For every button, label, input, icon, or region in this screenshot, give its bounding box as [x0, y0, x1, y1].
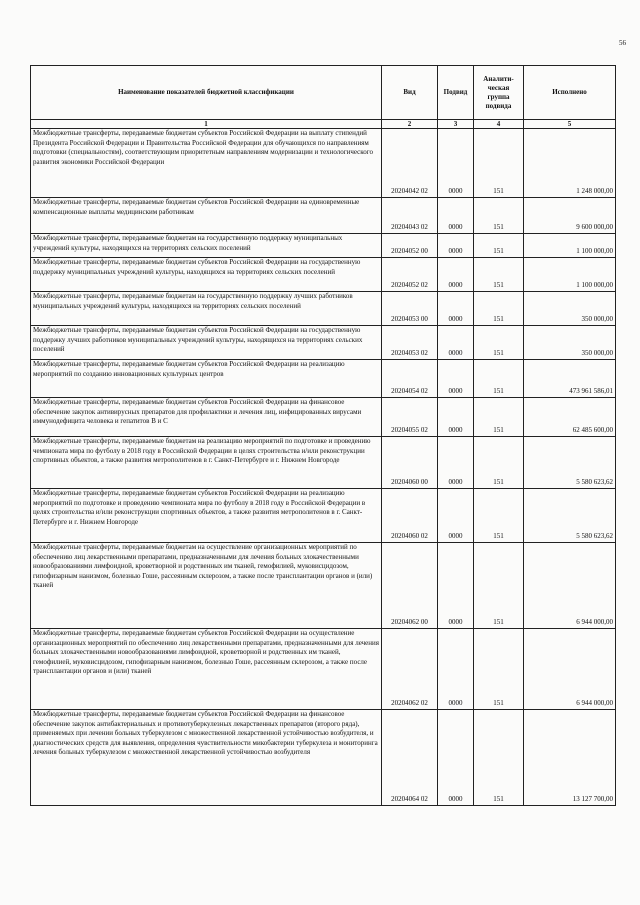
row-type-code-cell: 20204054 02 [382, 360, 438, 398]
row-amount-cell: 350 000,00 [524, 326, 616, 360]
table-row [31, 258, 616, 292]
row-name-cell: Межбюджетные трансферты, передаваемые бюджетам субъектов Российской Федерации на реализацию мероприятий по подготовке и проведению чемпионата мира по футболу в 2018 году в Российской Федерации в целях строительства и/или реконструкции спортивных объектов, а также развития метрополитенов в г. Санкт-Петербурге и г. Нижнем Новгороде [31, 489, 382, 543]
row-amount-cell: 5 580 623,62 [524, 489, 616, 543]
row-subtype-cell: 0000 [438, 292, 474, 326]
row-subtype-cell: 0000 [438, 398, 474, 437]
table-row [31, 710, 616, 806]
row-analytic-group-cell: 151 [474, 360, 524, 398]
row-subtype-cell: 0000 [438, 710, 474, 806]
row-amount-cell: 62 485 600,00 [524, 398, 616, 437]
row-amount-cell: 9 600 000,00 [524, 198, 616, 234]
budget-table [30, 65, 616, 806]
row-subtype-cell: 0000 [438, 360, 474, 398]
row-analytic-group-cell: 151 [474, 198, 524, 234]
row-subtype-cell: 0000 [438, 326, 474, 360]
row-amount-cell: 1 248 000,00 [524, 129, 616, 198]
row-subtype-cell: 0000 [438, 489, 474, 543]
table-row [31, 629, 616, 710]
row-analytic-group-cell: 151 [474, 437, 524, 489]
page-number: 56 [619, 39, 626, 47]
row-name-cell: Межбюджетные трансферты, передаваемые бюджетам на государственную поддержку лучших работников муниципальных учреждений культуры, находящихся на территориях сельских поселений [31, 292, 382, 326]
column-number: 1 [31, 120, 382, 129]
row-analytic-group-cell: 151 [474, 710, 524, 806]
row-name-cell: Межбюджетные трансферты, передаваемые бюджетам субъектов Российской Федерации на государственную поддержку лучших работников муниципальных учреждений культуры, находящихся на территориях сельских поселений [31, 326, 382, 360]
row-amount-cell: 5 580 623,62 [524, 437, 616, 489]
column-number: 5 [524, 120, 616, 129]
row-amount-cell: 1 100 000,00 [524, 234, 616, 258]
row-type-code-cell: 20204052 00 [382, 234, 438, 258]
row-analytic-group-cell: 151 [474, 129, 524, 198]
table-row [31, 129, 616, 198]
table-row [31, 360, 616, 398]
row-subtype-cell: 0000 [438, 258, 474, 292]
table-row [31, 489, 616, 543]
row-amount-cell: 13 127 700,00 [524, 710, 616, 806]
row-type-code-cell: 20204052 02 [382, 258, 438, 292]
header-analytic-group: Аналити-ческая группа подвида [474, 66, 524, 120]
row-type-code-cell: 20204053 02 [382, 326, 438, 360]
row-subtype-cell: 0000 [438, 198, 474, 234]
table-row [31, 398, 616, 437]
header-name: Наименование показателей бюджетной классификации [31, 66, 382, 120]
row-name-cell: Межбюджетные трансферты, передаваемые бюджетам субъектов Российской Федерации на единовременные компенсационные выплаты медицинским работникам [31, 198, 382, 234]
row-amount-cell: 350 000,00 [524, 292, 616, 326]
header-executed: Исполнено [524, 66, 616, 120]
table-row [31, 292, 616, 326]
row-type-code-cell: 20204062 00 [382, 543, 438, 629]
column-number-row [31, 120, 616, 129]
row-type-code-cell: 20204043 02 [382, 198, 438, 234]
row-analytic-group-cell: 151 [474, 258, 524, 292]
row-amount-cell: 6 944 000,00 [524, 629, 616, 710]
header-subtype: Подвид [438, 66, 474, 120]
table-header-row [31, 66, 616, 120]
row-subtype-cell: 0000 [438, 437, 474, 489]
row-type-code-cell: 20204062 02 [382, 629, 438, 710]
row-subtype-cell: 0000 [438, 629, 474, 710]
column-number: 2 [382, 120, 438, 129]
table-row [31, 326, 616, 360]
row-type-code-cell: 20204055 02 [382, 398, 438, 437]
row-type-code-cell: 20204060 02 [382, 489, 438, 543]
row-amount-cell: 6 944 000,00 [524, 543, 616, 629]
row-name-cell: Межбюджетные трансферты, передаваемые бюджетам субъектов Российской Федерации на реализацию мероприятий по созданию инновационных культурных центров [31, 360, 382, 398]
column-number: 4 [474, 120, 524, 129]
row-name-cell: Межбюджетные трансферты, передаваемые бюджетам на реализацию мероприятий по подготовке и проведению чемпионата мира по футболу в 2018 году в Российской Федерации в целях строительства и/или реконструкции спортивных объектов, а также развития метрополитенов в г. Санкт-Петербурге и г. Нижнем Новгороде [31, 437, 382, 489]
row-type-code-cell: 20204042 02 [382, 129, 438, 198]
row-type-code-cell: 20204064 02 [382, 710, 438, 806]
row-analytic-group-cell: 151 [474, 398, 524, 437]
table-row [31, 437, 616, 489]
row-type-code-cell: 20204060 00 [382, 437, 438, 489]
row-analytic-group-cell: 151 [474, 489, 524, 543]
row-name-cell: Межбюджетные трансферты, передаваемые бюджетам субъектов Российской Федерации на выплату стипендий Президента Российской Федерации и Правительства Российской Федерации для обучающихся по направлениям подготовки (специальностям), соответствующим приоритетным направлениям модернизации и технологического развития экономики Российской Федерации [31, 129, 382, 198]
table-row [31, 234, 616, 258]
row-name-cell: Межбюджетные трансферты, передаваемые бюджетам на осуществление организационных мероприятий по обеспечению лиц лекарственными препаратами, предназначенными для лечения больных злокачественными новообразованиями лимфоидной, кроветворной и родственных им тканей, гемофилией, муковисцидозом, гипофизарным нанизмом, болезнью Гоше, рассеянным склерозом, а также после трансплантации органов и (или) тканей [31, 543, 382, 629]
row-type-code-cell: 20204053 00 [382, 292, 438, 326]
row-name-cell: Межбюджетные трансферты, передаваемые бюджетам субъектов Российской Федерации на государственную поддержку муниципальных учреждений культуры, находящихся на территориях сельских поселений [31, 258, 382, 292]
row-name-cell: Межбюджетные трансферты, передаваемые бюджетам субъектов Российской Федерации на финансовое обеспечение закупок антивирусных препаратов для профилактики и лечения лиц, инфицированных вирусами иммунодефицита человека и гепатитов В и С [31, 398, 382, 437]
row-subtype-cell: 0000 [438, 129, 474, 198]
table-row [31, 543, 616, 629]
header-type: Вид [382, 66, 438, 120]
row-name-cell: Межбюджетные трансферты, передаваемые бюджетам на государственную поддержку муниципальных учреждений культуры, находящихся на территориях сельских поселений [31, 234, 382, 258]
column-number: 3 [438, 120, 474, 129]
row-subtype-cell: 0000 [438, 543, 474, 629]
row-name-cell: Межбюджетные трансферты, передаваемые бюджетам субъектов Российской Федерации на финансовое обеспечение закупок антибактериальных и противотуберкулезных лекарственных препаратов (второго ряда), применяемых при лечении больных туберкулезом с множественной лекарственной устойчивостью возбудителя, и диагностических средств для выявления, определения чувствительности микобактерии туберкулеза и мониторинга лечения больных туберкулезом с множественной лекарственной устойчивостью возбудителя [31, 710, 382, 806]
row-amount-cell: 473 961 586,01 [524, 360, 616, 398]
row-analytic-group-cell: 151 [474, 234, 524, 258]
row-analytic-group-cell: 151 [474, 326, 524, 360]
row-analytic-group-cell: 151 [474, 543, 524, 629]
row-subtype-cell: 0000 [438, 234, 474, 258]
row-amount-cell: 1 100 000,00 [524, 258, 616, 292]
row-name-cell: Межбюджетные трансферты, передаваемые бюджетам субъектов Российской Федерации на осуществление организационных мероприятий по обеспечению лиц лекарственными препаратами, предназначенными для лечения больных злокачественными новообразованиями лимфоидной, кроветворной и родственных им тканей, гемофилией, муковисцидозом, гипофизарным нанизмом, болезнью Гоше, рассеянным склерозом, а также после трансплантации органов и (или) тканей [31, 629, 382, 710]
table-row [31, 198, 616, 234]
row-analytic-group-cell: 151 [474, 292, 524, 326]
row-analytic-group-cell: 151 [474, 629, 524, 710]
